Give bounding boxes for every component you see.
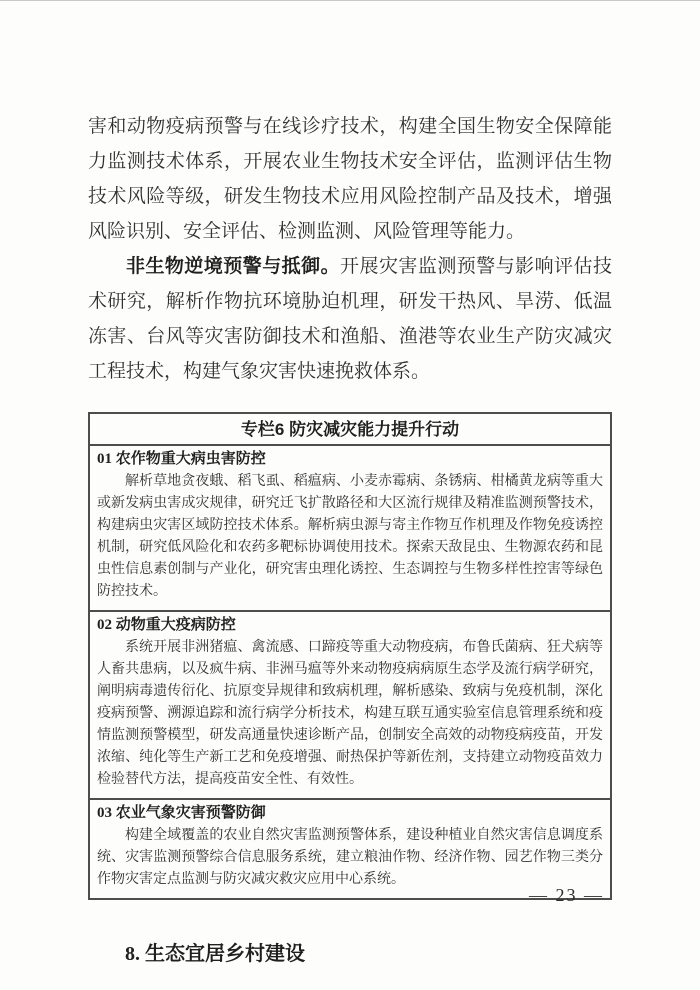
body-paragraph (88, 109, 612, 249)
paragraph-text: 害和动物疫病预警与在线诊疗技术，构建全国生物安全保障能力监测技术体系，开展农业生物技术安全评估，监测评估生物技术风险等级，研发生物技术应用风险控制产品及技术，增强风险识别、安全评估、检测监测、风险管理等能力。 (88, 116, 612, 242)
panel-section-01 (90, 446, 610, 612)
section-number: 02 (97, 617, 112, 633)
panel-title: 专栏6 防灾减灾能力提升行动 (90, 414, 610, 446)
chapter-heading: 8. 生态宜居乡村建设 (125, 943, 305, 965)
panel-section-heading (97, 614, 603, 637)
page-content (88, 109, 612, 966)
panel-section-heading (97, 448, 603, 471)
section-number: 03 (97, 805, 112, 821)
panel-section-03 (90, 800, 610, 898)
panel-section-heading (97, 802, 603, 825)
section-title: 农业气象灾害预警防御 (115, 805, 266, 821)
column-panel (88, 412, 612, 900)
paragraph-lead: 非生物逆境预警与抵御。 (126, 256, 341, 277)
section-number: 01 (97, 451, 112, 467)
panel-section-body: 解析草地贪夜蛾、稻飞虱、稻瘟病、小麦赤霉病、条锈病、柑橘黄龙病等重大或新发病虫害成灾规律，研究迁飞扩散路径和大区流行规律及精准监测预警技术，构建病虫灾害区域防控技术体系。解析病虫源与寄主作物互作机理及作物免疫诱控机制，研究低风险化和农药多靶标协调使用技术。探索天敌昆虫、生物源农药和昆虫性信息素创制与产业化，研究害虫理化诱控、生态调控与生物多样性控害等绿色防控技术。 (97, 474, 603, 599)
section-title: 农作物重大病虫害防控 (115, 451, 266, 467)
paragraph-text: 开展灾害监测预警与影响评估技术研究，解析作物抗环境胁迫机理，研发干热风、旱涝、低温冻害、台风等灾害防御技术和渔船、渔港等农业生产防灾减灾工程技术，构建气象灾害快速挽救体系。 (88, 256, 612, 382)
panel-section-body: 构建全域覆盖的农业自然灾害监测预警体系，建设种植业自然灾害信息调度系统、灾害监测预警综合信息服务系统，建立粮油作物、经济作物、园艺作物三类分作物灾害定点监测与防灾减灾救灾应用中心系统。 (97, 828, 603, 887)
body-paragraph (88, 249, 612, 389)
section-title: 动物重大疫病防控 (115, 617, 236, 633)
panel-section-02 (90, 612, 610, 800)
page-number: — 23 — (529, 885, 604, 905)
panel-section-body: 系统开展非洲猪瘟、禽流感、口蹄疫等重大动物疫病，布鲁氏菌病、狂犬病等人畜共患病，以及疯牛病、非洲马瘟等外来动物疫病病原生态学及流行病学研究，阐明病毒遗传衍化、抗原变异规律和致病机理，解析感染、致病与免疫机制，深化疫病预警、溯源追踪和流行病学分析技术，构建互联互通实验室信息管理系统和疫情监测预警模型，研发高通量快速诊断产品，创制安全高效的动物疫病疫苗，开发浓缩、纯化等生产新工艺和免疫增强、耐热保护等新佐剂，支持建立动物疫苗效力检验替代方法，提高疫苗安全性、有效性。 (97, 640, 603, 787)
